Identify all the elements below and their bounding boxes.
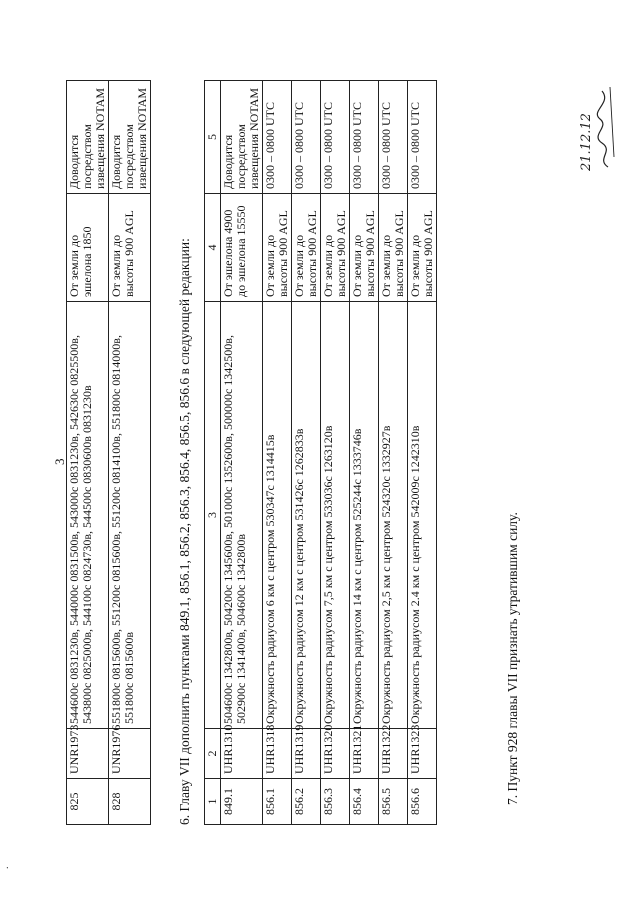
table-row: [67, 81, 109, 825]
zone-code-cell: UHR1320: [321, 729, 350, 779]
boundary-cell: Окружность радиусом 6 км с центром 530347с 1314415в: [263, 302, 292, 729]
altitude-cell: От земли до высоты 900 AGL: [263, 194, 292, 302]
boundary-cell: Окружность радиусом 2.4 км с центром 542009с 1242310в: [408, 302, 437, 729]
row-number-cell: 828: [109, 779, 151, 825]
activation-cell: Доводится посредством извещения NOTAM: [109, 81, 151, 194]
row-number-cell: 856.6: [408, 779, 437, 825]
header-cell: 1: [205, 779, 221, 825]
activation-cell: 0300 – 0800 UTC: [379, 81, 408, 194]
table-row: [109, 81, 151, 825]
altitude-cell: От земли до высоты 900 AGL: [350, 194, 379, 302]
activation-cell: 0300 – 0800 UTC: [321, 81, 350, 194]
activation-cell: 0300 – 0800 UTC: [292, 81, 321, 194]
boundary-cell: 504600с 1342800в, 504200с 1345600в, 501000с 1352600в, 500000с 1342500в, 502900с 1341400в, 504600с 1342800в: [221, 302, 263, 729]
addition-table: [204, 80, 437, 825]
activation-cell: Доводится посредством извещения NOTAM: [67, 81, 109, 194]
boundary-cell: Окружность радиусом 14 км с центром 525244с 1333746в: [350, 302, 379, 729]
row-number-cell: 856.3: [321, 779, 350, 825]
altitude-cell: От земли до высоты 900 AGL: [292, 194, 321, 302]
table-row: [350, 81, 379, 825]
boundary-cell: Окружность радиусом 7,5 км с центром 533036с 1263120в: [321, 302, 350, 729]
header-cell: 4: [205, 194, 221, 302]
row-number-cell: 856.1: [263, 779, 292, 825]
zone-code-cell: UHR1318: [263, 729, 292, 779]
altitude-cell: От земли до высоты 900 AGL: [379, 194, 408, 302]
row-number-cell: 849.1: [221, 779, 263, 825]
table-row: [379, 81, 408, 825]
continuation-table: [66, 80, 151, 825]
altitude-cell: От земли до высоты 900 AGL: [109, 194, 151, 302]
boundary-cell: Окружность радиусом 2,5 км с центром 524320с 1332927в: [379, 302, 408, 729]
scan-mark: .: [0, 866, 11, 869]
altitude-cell: От земли до высоты 900 AGL: [408, 194, 437, 302]
activation-cell: Доводится посредством извещения NOTAM: [221, 81, 263, 194]
boundary-cell: 544600с 0831230в, 544000с 0831500в, 543000с 0831230в, 542630с 0825500в, 543800с 0825000в, 544100с 0824730в, 544500с 0830600в 0831230в: [67, 302, 109, 729]
boundary-cell: Окружность радиусом 12 км с центром 531426с 1262833в: [292, 302, 321, 729]
zone-code-cell: UHR1323: [408, 729, 437, 779]
section-7-instruction: 7. Пункт 928 главы VII признать утратившим силу.: [505, 512, 520, 805]
table-row: [221, 81, 263, 825]
handwritten-signature-icon: [574, 67, 620, 177]
zone-code-cell: UHR1310: [221, 729, 263, 779]
row-number-cell: 856.5: [379, 779, 408, 825]
activation-cell: 0300 – 0800 UTC: [263, 81, 292, 194]
zone-code-cell: UHR1319: [292, 729, 321, 779]
activation-cell: 0300 – 0800 UTC: [350, 81, 379, 194]
handwritten-date: 21.12.12: [579, 113, 594, 171]
altitude-cell: От земли до высоты 900 AGL: [321, 194, 350, 302]
header-cell: 3: [205, 302, 221, 729]
altitude-cell: От эшелона 4900 до эшелона 15550: [221, 194, 263, 302]
table-row: [292, 81, 321, 825]
altitude-cell: От земли до эшелона 1850: [67, 194, 109, 302]
activation-cell: 0300 – 0800 UTC: [408, 81, 437, 194]
table-row: [263, 81, 292, 825]
zone-code-cell: UNR1973: [67, 729, 109, 779]
row-number-cell: 856.4: [350, 779, 379, 825]
header-cell: 2: [205, 729, 221, 779]
table-row: [408, 81, 437, 825]
boundary-cell: 551800с 0815600в, 551200с 0815600в, 551200с 0814100в, 551800с 0814000в, 551800с 0815600в: [109, 302, 151, 729]
zone-code-cell: UHR1322: [379, 729, 408, 779]
table-row: [321, 81, 350, 825]
zone-code-cell: UNR1976: [109, 729, 151, 779]
row-number-cell: 825: [67, 779, 109, 825]
page-number: 3: [52, 458, 67, 465]
header-cell: 5: [205, 81, 221, 194]
header-row: [205, 81, 221, 825]
section-6-instruction: 6. Главу VII дополнить пунктами 849.1, 856.1, 856.2, 856.3, 856.4, 856.5, 856.6 в следующей редакции:: [177, 238, 192, 825]
row-number-cell: 856.2: [292, 779, 321, 825]
zone-code-cell: UHR1321: [350, 729, 379, 779]
